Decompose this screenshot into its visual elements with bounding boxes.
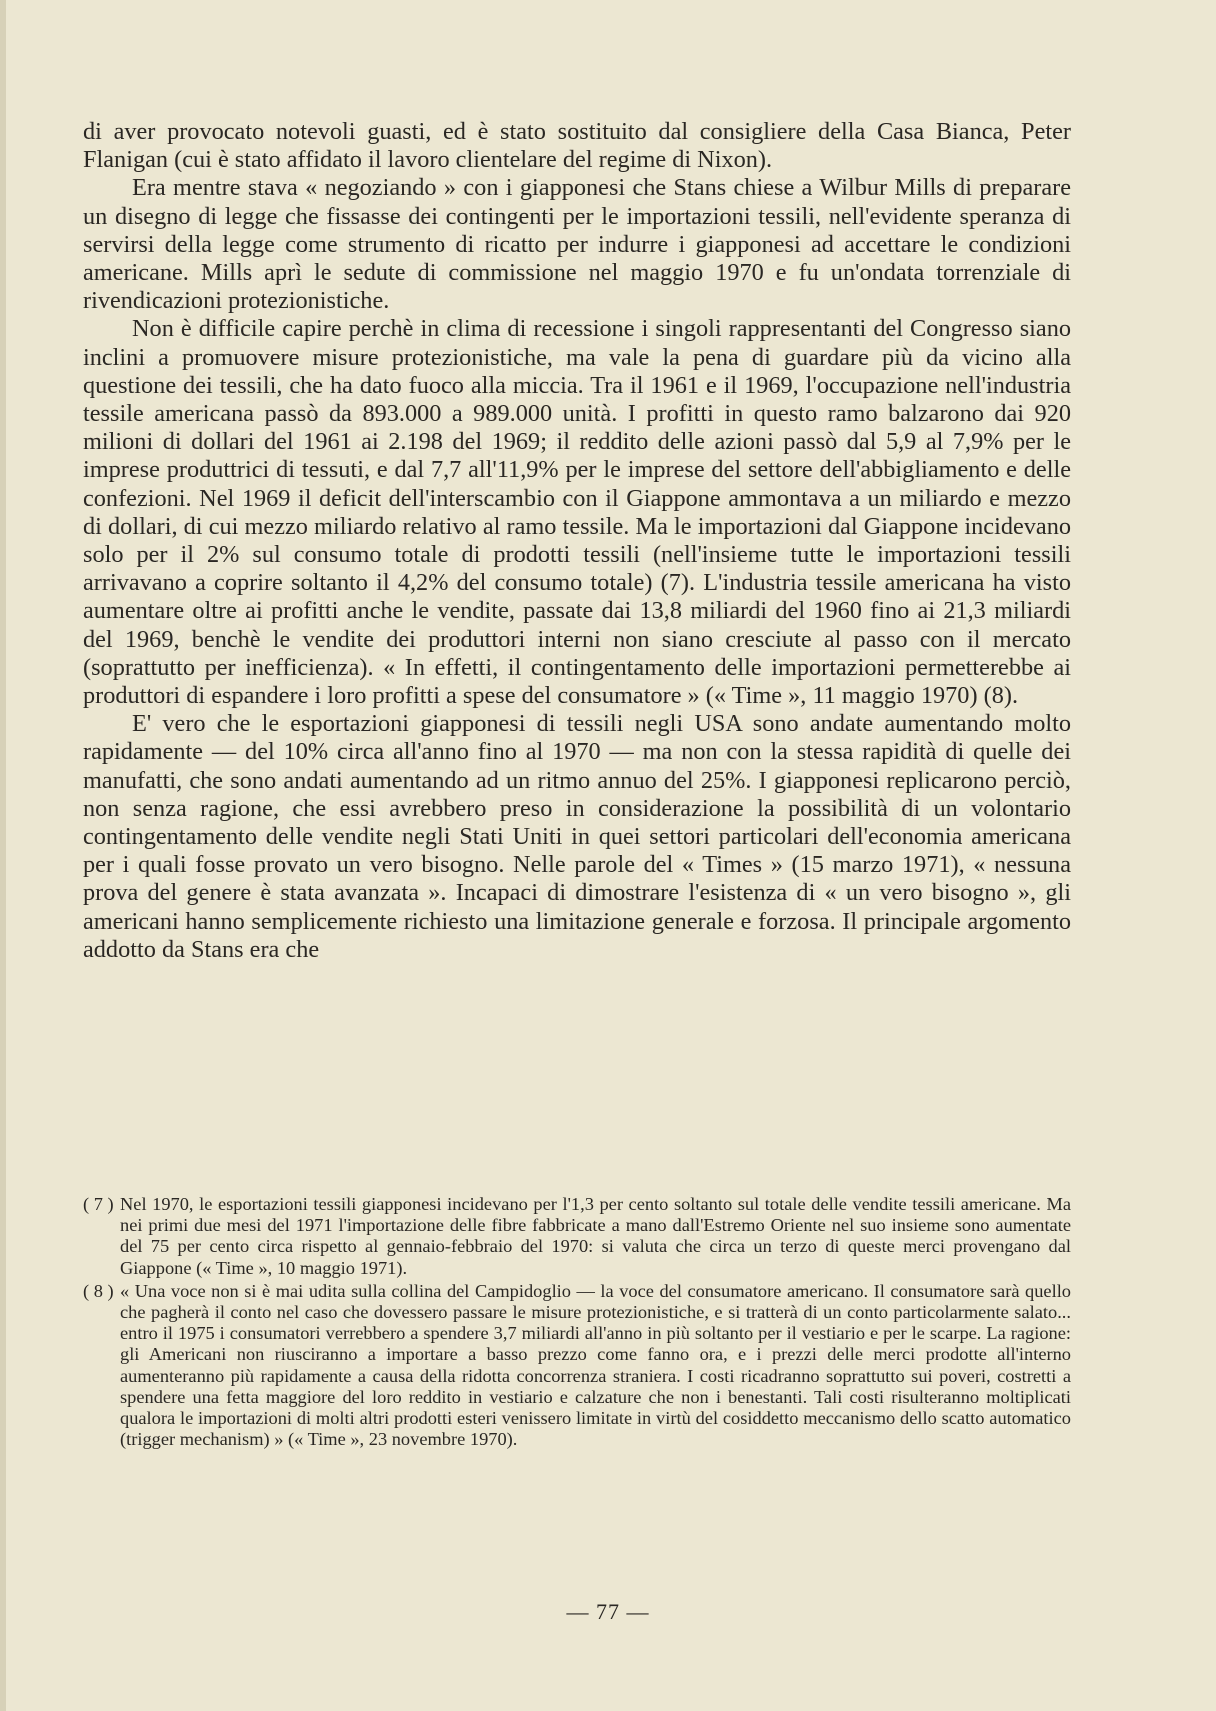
footnote-8	[83, 1281, 1071, 1451]
paragraph-1: di aver provocato notevoli guasti, ed è stato sostituito dal consigliere della Casa Bianca, Peter Flanigan (cui è stato affidato il lavoro clientelare del regime di Nixon).	[83, 118, 1071, 174]
paragraph-2: Era mentre stava « negoziando » con i giapponesi che Stans chiese a Wilbur Mills di preparare un disegno di legge che fissasse dei contingenti per le importazioni tessili, nell'evidente speranza di servirsi della legge come strumento di ricatto per indurre i giapponesi ad accettare le condizioni americane. Mills aprì le sedute di commissione nel maggio 1970 e fu un'ondata torrenziale di rivendicazioni protezionistiche.	[83, 174, 1071, 315]
footnote-7	[83, 1194, 1071, 1279]
page-edge	[0, 0, 6, 1711]
body-text	[83, 118, 1071, 964]
footnote-text: « Una voce non si è mai udita sulla collina del Campidoglio — la voce del consumatore americano. Il consumatore sarà quello che pagherà il conto nel caso che dovessero passare le misure protezionistiche, e si tratterà di un conto particolarmente salato... entro il 1975 i consumatori verrebbero a spendere 3,7 miliardi all'anno in più soltanto per il vestiario e per le scarpe. La ragione: gli Americani non riusciranno a importare a basso prezzo come fanno ora, e i prezzi delle merci prodotte all'interno aumenteranno più rapidamente a causa della ridotta concorrenza straniera. I costi ricadranno soprattutto sui poveri, costretti a spendere una fetta maggiore del loro reddito in vestiario e calzature che non i benestanti. Tali costi risulteranno moltiplicati qualora le importazioni di molti altri prodotti esteri venissero limitate in virtù del cosiddetto meccanismo dello scatto automatico (trigger mechanism) » (« Time », 23 novembre 1970).	[120, 1280, 1071, 1450]
paragraph-3: Non è difficile capire perchè in clima di recessione i singoli rappresentanti del Congresso siano inclini a promuovere misure protezionistiche, ma vale la pena di guardare più da vicino alla questione dei tessili, che ha dato fuoco alla miccia. Tra il 1961 e il 1969, l'occupazione nell'industria tessile americana passò da 893.000 a 989.000 unità. I profitti in questo ramo balzarono dai 920 milioni di dollari del 1961 ai 2.198 del 1969; il reddito delle azioni passò dal 5,9 al 7,9% per le imprese produttrici di tessuti, e dal 7,7 all'11,9% per le imprese del settore dell'abbigliamento e delle confezioni. Nel 1969 il deficit dell'interscambio con il Giappone ammontava a un miliardo e mezzo di dollari, di cui mezzo miliardo relativo al ramo tessile. Ma le importazioni dal Giappone incidevano solo per il 2% sul consumo totale di prodotti tessili (nell'insieme tutte le importazioni tessili arrivavano a coprire soltanto il 4,2% del consumo totale) (7). L'industria tessile americana ha visto aumentare oltre ai profitti anche le vendite, passate dai 13,8 miliardi del 1960 fino ai 21,3 miliardi del 1969, benchè le vendite dei produttori interni non siano cresciute al passo con il mercato (soprattutto per inefficienza). « In effetti, il contingentamento delle importazioni permetterebbe ai produttori di espandere i loro profitti a spese del consumatore » (« Time », 11 maggio 1970) (8).	[83, 315, 1071, 710]
page-number: — 77 —	[566, 1599, 650, 1624]
paragraph-4: E' vero che le esportazioni giapponesi di tessili negli USA sono andate aumentando molto rapidamente — del 10% circa all'anno fino al 1970 — ma non con la stessa rapidità di quelle dei manufatti, che sono andati aumentando ad un ritmo annuo del 25%. I giapponesi replicarono perciò, non senza ragione, che essi avrebbero preso in considerazione la possibilità di un volontario contingentamento delle vendite negli Stati Uniti in quei settori particolari dell'economia americana per i quali fosse provato un vero bisogno. Nelle parole del « Times » (15 marzo 1971), « nessuna prova del genere è stata avanzata ». Incapaci di dimostrare l'esistenza di « un vero bisogno », gli americani hanno semplicemente richiesto una limitazione generale e forzosa. Il principale argomento addotto da Stans era che	[83, 710, 1071, 963]
footnote-number: ( 8 )	[83, 1280, 114, 1301]
footnotes	[83, 1194, 1071, 1452]
footnote-number: ( 7 )	[83, 1194, 114, 1214]
footnote-text: Nel 1970, le esportazioni tessili giapponesi incidevano per l'1,3 per cento soltanto sul totale delle vendite tessili americane. Ma nei primi due mesi del 1971 l'importazione delle fibre fabbricate a mano dall'Estremo Oriente nel suo insieme sono aumentate del 75 per cento circa rispetto al gennaio-febbraio del 1970: si valuta che circa un terzo di queste merci provengano dal Giappone (« Time », 10 maggio 1971).	[120, 1194, 1071, 1278]
